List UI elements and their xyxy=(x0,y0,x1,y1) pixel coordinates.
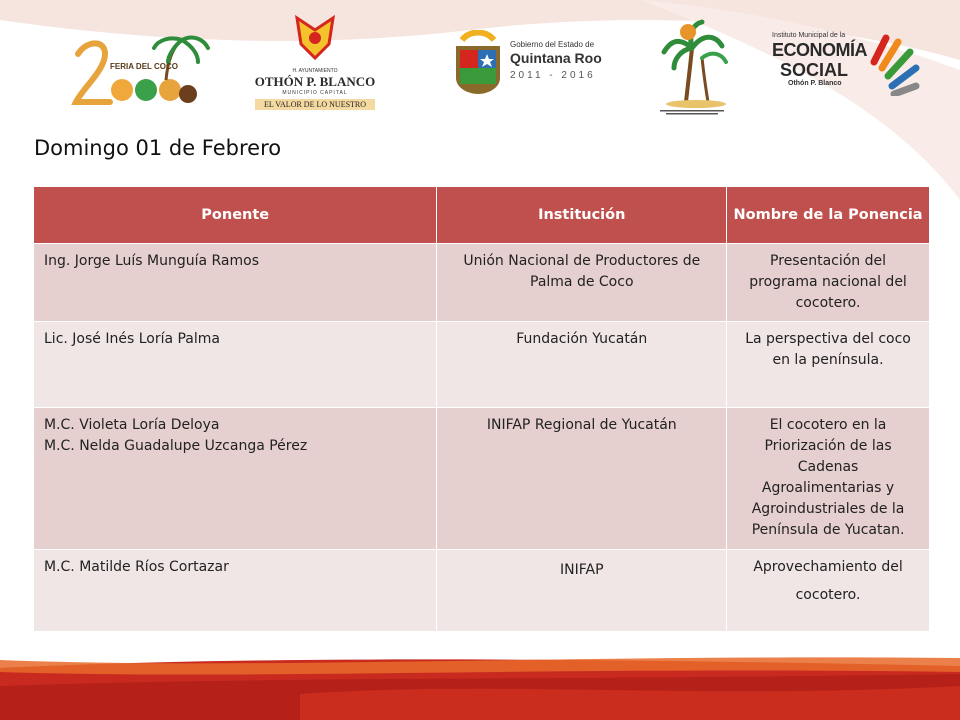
footer-decoration xyxy=(0,650,960,720)
gobierno-quintana-roo-logo xyxy=(452,30,612,100)
gobierno-years: 2011 - 2016 xyxy=(510,70,596,81)
ayuntamiento-line3: MUNICIPIO CAPITAL xyxy=(282,90,348,96)
speakers-table xyxy=(33,186,930,632)
header-ponencia: Nombre de la Ponencia xyxy=(727,187,930,244)
ponente-name: M.C. Matilde Ríos Cortazar xyxy=(44,559,229,575)
ponente-name: M.C. Nelda Guadalupe Uzcanga Pérez xyxy=(44,438,308,454)
ponente-name: Lic. José Inés Loría Palma xyxy=(44,331,220,347)
economia-line3: SOCIAL xyxy=(780,60,849,80)
economia-line4: Othón P. Blanco xyxy=(788,80,842,87)
ayuntamiento-logo xyxy=(245,14,385,118)
cell-ponente xyxy=(34,408,437,550)
ayuntamiento-line2: OTHÓN P. BLANCO xyxy=(254,74,376,89)
gobierno-line2: Quintana Roo xyxy=(510,50,602,66)
economia-social-logo xyxy=(772,32,922,112)
cell-ponente xyxy=(34,244,437,322)
cell-ponencia: Presentación del programa nacional del cocotero. xyxy=(727,244,930,322)
gobierno-line1: Gobierno del Estado de xyxy=(510,40,595,49)
economia-line1: Instituto Municipal de la xyxy=(772,32,846,39)
logo-bar xyxy=(60,12,920,122)
table-row xyxy=(34,408,930,550)
cell-institucion: INIFAP Regional de Yucatán xyxy=(437,408,727,550)
cell-ponencia: La perspectiva del coco en la península. xyxy=(727,322,930,408)
cell-institucion: Unión Nacional de Productores de Palma de Coco xyxy=(437,244,727,322)
table-header-row xyxy=(34,187,930,244)
cell-ponente xyxy=(34,550,437,632)
cell-ponencia: El cocotero en la Priorización de las Cadenas Agroalimentarias y Agroindustriales de la Península de Yucatan. xyxy=(727,408,930,550)
header-ponente: Ponente xyxy=(34,187,437,244)
palm-trees-logo xyxy=(652,18,732,118)
feria-coco-logo xyxy=(70,34,210,114)
header-institucion: Institución xyxy=(437,187,727,244)
table-row xyxy=(34,322,930,408)
quintana-roo-shield-icon xyxy=(452,30,504,96)
cell-institucion: Fundación Yucatán xyxy=(437,322,727,408)
page-title: Domingo 01 de Febrero xyxy=(34,136,282,160)
feria-text: FERIA DEL COCO xyxy=(110,62,179,71)
cell-ponencia: Aprovechamiento del cocotero. xyxy=(727,550,930,632)
economia-line2: ECONOMÍA xyxy=(772,40,867,60)
ponente-name: M.C. Violeta Loría Deloya xyxy=(44,417,220,433)
table-row xyxy=(34,244,930,322)
ayuntamiento-line1: H. AYUNTAMIENTO xyxy=(292,68,338,74)
ponente-name: Ing. Jorge Luís Munguía Ramos xyxy=(44,253,260,269)
ayuntamiento-slogan: EL VALOR DE LO NUESTRO xyxy=(255,99,375,110)
hands-icon xyxy=(868,32,920,96)
cell-institucion: INIFAP xyxy=(437,550,727,632)
table-row xyxy=(34,550,930,632)
cell-ponente xyxy=(34,322,437,408)
